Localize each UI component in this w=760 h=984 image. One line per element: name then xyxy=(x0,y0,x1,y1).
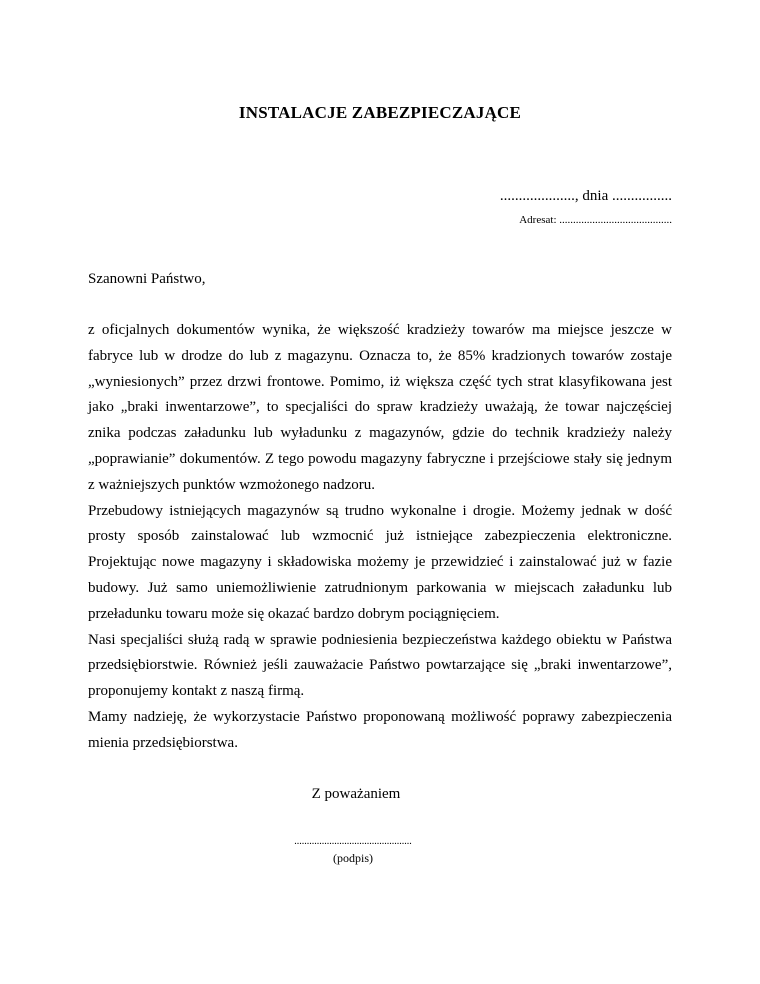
paragraph: Mamy nadzieję, że wykorzystacie Państwo proponowaną możliwość poprawy zabezpieczenia mienia przedsiębiorstwa. xyxy=(88,708,672,751)
date-line: ...................., dnia ................ xyxy=(499,188,672,204)
paragraph: Nasi specjaliści służą radą w sprawie podniesienia bezpieczeństwa każdego obiektu w Państwa przedsiębiorstwie. Również jeśli zauważacie Państwo powtarzające się „braki inwentarzowe”, proponujemy kontakt z naszą firmą. xyxy=(88,631,672,700)
letter-body xyxy=(88,318,672,757)
signature-label: (podpis) xyxy=(333,851,373,865)
paragraph: Przebudowy istniejących magazynów są trudno wykonalne i drogie. Możemy jednak w dość prosty sposób zainstalować lub wzmocnić już istniejące zabezpieczenia elektroniczne. Projektując nowe magazyny i składowiska możemy je przewidzieć i zainstalować już w fazie budowy. Już samo uniemożliwienie zatrudnionym parkowania w miejscach załadunku lub przeładunku towaru może się okazać bardzo dobrym pociągnięciem. xyxy=(88,502,672,622)
greeting: Szanowni Państwo, xyxy=(88,271,206,287)
document-title: INSTALACJE ZABEZPIECZAJĄCE xyxy=(238,103,522,122)
paragraph: z oficjalnych dokumentów wynika, że większość kradzieży towarów ma miejsce jeszcze w fabryce lub w drodze do lub z magazynu. Oznacza to, że 85% kradzionych towarów zostaje „wyniesionych” przez drzwi frontowe. Pomimo, iż większa część tych strat klasyfikowana jest jako „braki inwentarzowe”, to specjaliści do spraw kradzieży uważają, że towar najczęściej znika podczas załadunku lub wyładunku z magazynów, gdzie do technik kradzieży należy „poprawianie” dokumentów. Z tego powodu magazyny fabryczne i przejściowe stały się jednym z ważniejszych punktów wzmożonego nadzoru. xyxy=(88,322,672,493)
closing: Z poważaniem xyxy=(311,786,401,802)
address-line: Adresat: ......................................... xyxy=(519,214,672,226)
signature-line: ............................................... xyxy=(294,836,412,847)
